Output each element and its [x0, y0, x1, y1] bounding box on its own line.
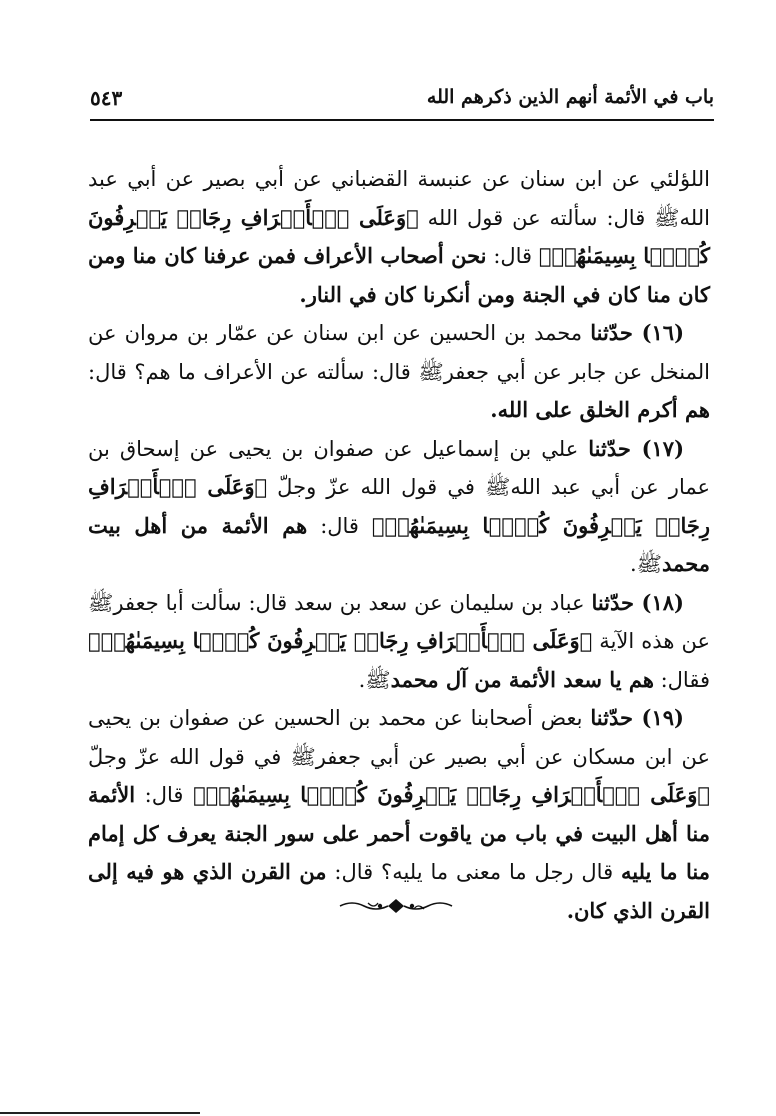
hadith-number: (١٦) [641, 320, 684, 345]
quran-verse: ﴿وَعَلَى ٱلۡأَعۡرَافِ رِجَالٞ يَعۡرِفُونَ كُلَّۢا بِسِيمَىٰهُمۡ﴾ [88, 474, 710, 538]
text: قال: سألته عن الأعراف ما هم؟ قال: [88, 359, 419, 384]
bold-saying: نحن أصحاب الأعراف فمن عرفنا كان منا ومن كان منا كان في الجنة ومن أنكرنا كان في النار. [88, 243, 710, 307]
page-body [88, 160, 710, 930]
honorific: ﷺ [484, 475, 511, 499]
text: قال: سألته عن قول الله [418, 205, 655, 230]
running-title: باب في الأئمة أنهم الذين ذكرهم الله [426, 86, 714, 108]
text: بعض أصحابنا عن محمد بن الحسين عن صفوان بن يحيى عن ابن مسكان عن أبي بصير عن أبي جعفر [88, 706, 711, 769]
hadith-19 [88, 699, 710, 930]
text: قال: [135, 783, 194, 807]
honorific: ﷺ [88, 590, 114, 615]
narration-marker: حدّثنا [588, 435, 642, 461]
bold-saying: هم أكرم الخلق على الله. [490, 397, 710, 422]
honorific: ﷺ [290, 744, 316, 769]
honorific: ﷺ [418, 359, 444, 384]
page-number: ٥٤٣ [90, 86, 123, 110]
hadith-number: (١٧) [641, 435, 684, 461]
text: قال: [486, 244, 539, 268]
hadith-number: (١٨) [641, 589, 684, 615]
narration-marker: حدّثنا [590, 705, 642, 730]
text: فقال: [653, 667, 710, 692]
section-end-ornament-icon [338, 897, 454, 915]
bold-saying: هم الأئمة من أهل بيت محمد [88, 512, 710, 576]
hadith-16 [88, 314, 710, 430]
text: علي بن إسماعيل عن صفوان بن يحيى عن إسحاق بن عمار عن أبي عبد الله [88, 436, 711, 499]
text: قال رجل ما معنى ما يليه؟ قال: [326, 860, 621, 884]
narration-marker: حدّثنا [591, 589, 642, 615]
bold-saying: الأئمة منا أهل البيت في باب من ياقوت أحمر على سور الجنة يعرف كل إمام منا ما يليه [88, 782, 710, 884]
honorific: ﷺ [654, 205, 680, 230]
quran-verse: ﴿وَعَلَى ٱلۡأَعۡرَافِ رِجَالٞ يَعۡرِفُونَ كُلَّۢا بِسِيمَىٰهُمۡ﴾ [88, 204, 711, 268]
honorific: ﷺ. [629, 552, 663, 576]
text: محمد بن الحسين عن ابن سنان عن عمّار بن مروان عن المنخل عن جابر عن أبي جعفر [88, 321, 710, 384]
text: قال: [307, 513, 372, 538]
paragraph-continuation [88, 160, 710, 314]
quran-verse: ﴿وَعَلَى ٱلۡأَعۡرَافِ رِجَالٞ يَعۡرِفُونَ كُلَّۢا بِسِيمَىٰهُمۡ﴾ [88, 628, 593, 653]
text: اللؤلئي عن ابن سنان عن عنبسة القضباني عن أبي بصير عن أبي عبد الله [88, 167, 710, 230]
text: في قول الله عزّ وجلّ [267, 475, 485, 499]
honorific: ﷺ. [358, 667, 391, 692]
text: عن هذه الآية [592, 629, 710, 653]
hadith-number: (١٩) [641, 705, 684, 730]
text: عباد بن سليمان عن سعد بن سعد قال: سألت أبا جعفر [113, 590, 592, 615]
bold-saying: هم يا سعد الأئمة من آل محمد [390, 666, 654, 692]
header-divider [90, 119, 714, 121]
bold-saying: من القرن الذي هو فيه إلى القرن الذي كان. [88, 859, 710, 923]
quran-verse: ﴿وَعَلَى ٱلۡأَعۡرَافِ رِجَالٞ يَعۡرِفُونَ كُلَّۢا بِسِيمَىٰهُمۡ﴾ [193, 782, 710, 807]
text: في قول الله عزّ وجلّ [88, 744, 291, 769]
page-header [90, 82, 714, 118]
hadith-18 [88, 584, 710, 700]
hadith-17 [88, 430, 710, 584]
bottom-divider [0, 1112, 200, 1114]
narration-marker: حدّثنا [590, 320, 642, 345]
